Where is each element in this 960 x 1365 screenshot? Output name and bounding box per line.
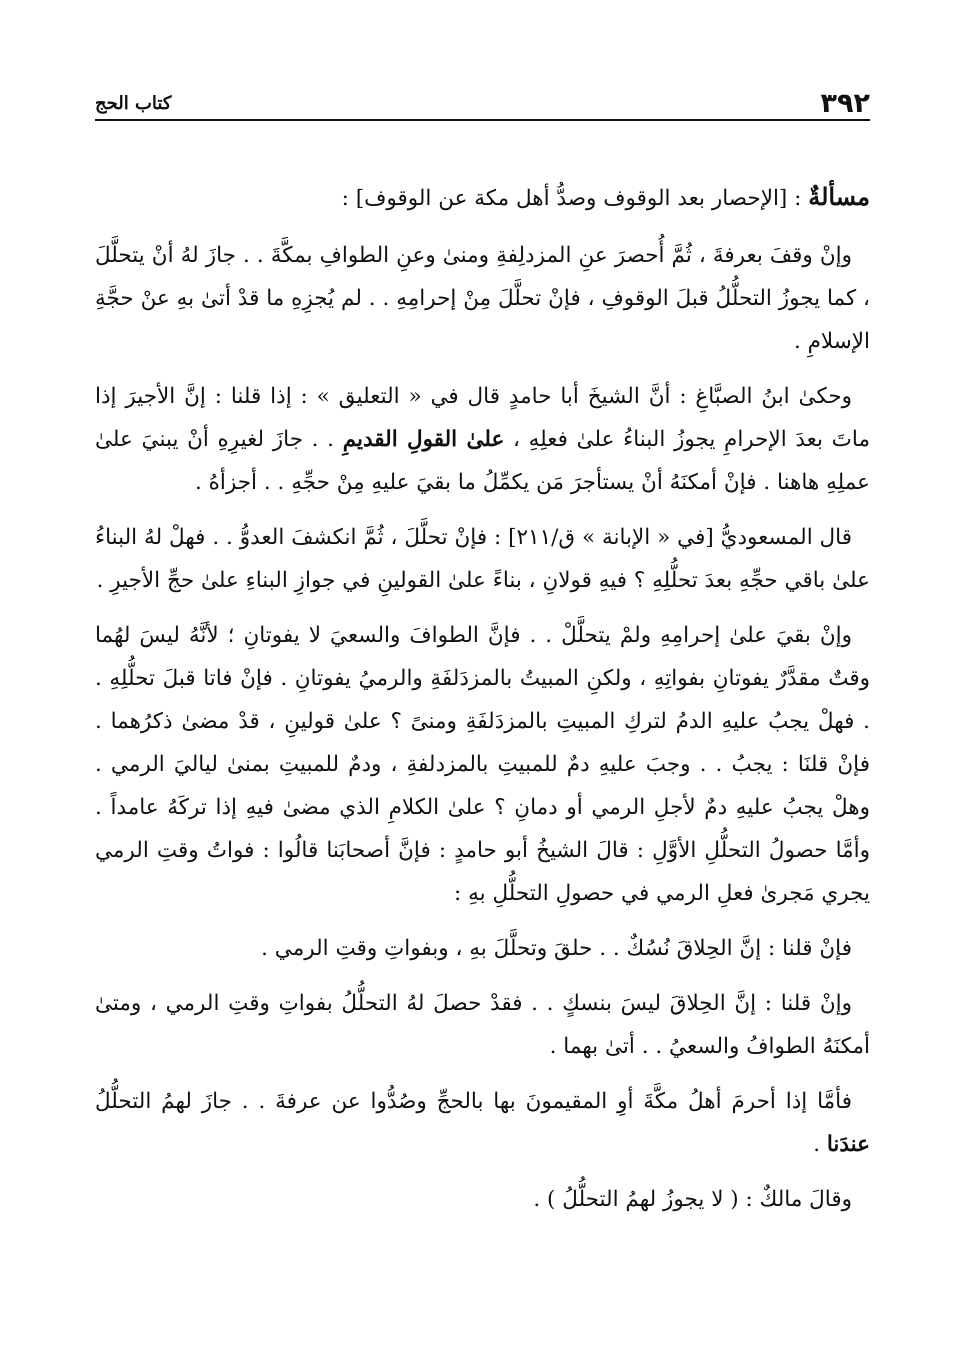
paragraph-7-bold: عندَنا	[826, 1132, 870, 1157]
paragraph-3: قال المسعوديُّ [في « الإبانة » ق/٢١١] : فإنْ تحلَّلَ ، ثُمَّ انكشفَ العدوُّ . . فهلْ لهُ البناءُ علىٰ باقي حجِّهِ بعدَ تحلُّلِهِ ؟ فيهِ قولانِ ، بناءً علىٰ القولينِ في جوازِ البناءِ علىٰ حجِّ الأجيرِ .	[95, 525, 870, 593]
issue-label: مسألةٌ	[808, 182, 870, 211]
paragraph-4: وإنْ بقيَ علىٰ إحرامِهِ ولمْ يتحلَّلْ . . فإنَّ الطوافَ والسعيَ لا يفوتانِ ؛ لأنَّهُ ليسَ لهُما وقتٌ مقدَّرٌ يفوتانِ بفواتِهِ ، ولكنِ المبيتُ بالمزدَلفَةِ والرميُ يفوتانِ . فإنْ فاتا قبلَ تحلُّلِهِ . . فهلْ يجبُ عليهِ الدمُ لتركِ المبيتِ بالمزدَلفَةِ ومنىً ؟ علىٰ قولينِ ، قدْ مضىٰ ذكرُهما . فإنْ قلنَا : يجبُ . . وجبَ عليهِ دمٌ للمبيتِ بالمزدلفةِ ، ودمٌ للمبيتِ بمنىٰ لياليَ الرمي . وهلْ يجبُ عليهِ دمٌ لأجلِ الرمي أو دمانِ ؟ علىٰ الكلامِ الذي مضىٰ فيهِ إذا تركَهُ عامداً . وأمَّا حصولُ التحلُّلِ الأوَّلِ : قالَ الشيخُ أبو حامدٍ : فإنَّ أصحابَنا قالُوا : فواتُ وقتِ الرمي يجري مَجرىٰ فعلِ الرمي في حصولِ التحلُّلِ بهِ :	[95, 623, 870, 906]
page-body	[95, 175, 870, 1221]
running-header	[95, 85, 870, 121]
paragraph-2-bold: علىٰ القولِ القديمِ	[342, 427, 505, 452]
paragraph-2-text-a: وحكىٰ ابنُ الصبَّاغِ : أنَّ الشيخَ أبا حامدٍ قال في « التعليق » : إذا قلنا : إنَّ الأجيرَ إذا ماتَ بعدَ الإحرامِ يجوزُ البناءُ علىٰ فعلِهِ ،	[95, 384, 870, 452]
paragraph-5: فإنْ قلنا : إنَّ الحِلاقَ نُسُكٌ . . حلقَ وتحلَّلَ بهِ ، وبفواتِ وقتِ الرمي .	[261, 936, 852, 961]
paragraph-7	[95, 1080, 870, 1166]
paragraph-1: وإنْ وقفَ بعرفةَ ، ثُمَّ أُحصرَ عنِ المزدلِفةِ ومنىٰ وعنِ الطوافِ بمكَّةَ . . جازَ لهُ أنْ يتحلَّلَ ، كما يجوزُ التحلُّلُ قبلَ الوقوفِ ، فإنْ تحلَّلَ مِنْ إحرامِهِ . . لم يُجزِهِ ما قدْ أتىٰ بهِ عنْ حجَّةِ الإسلامِ .	[95, 243, 870, 354]
paragraph-6: وإنْ قلنا : إنَّ الحِلاقَ ليسَ بنسكٍ . . فقدْ حصلَ لهُ التحلُّلُ بفواتِ وقتِ الرمي ، ومتىٰ أمكنَهُ الطوافُ والسعيُ . . أتىٰ بهما .	[95, 991, 870, 1059]
book-page	[95, 85, 870, 1233]
book-title: كتاب الحج	[95, 93, 172, 114]
paragraph-2-text-b: . . جازَ لغيرِهِ أنْ يبنيَ علىٰ عملِهِ هاهنا . فإنْ أمكنَهُ أنْ يستأجرَ مَن يكمِّلُ ما بقيَ عليهِ مِنْ حجِّهِ . . أجزأهُ .	[95, 427, 870, 495]
issue-title: : [الإحصار بعد الوقوف وصدُّ أهل مكة عن الوقوف] :	[341, 186, 809, 211]
page-number: ٣٩٢	[820, 88, 870, 119]
paragraph-7-text-b: .	[813, 1132, 827, 1157]
paragraph-8: وقالَ مالكٌ : ( لا يجوزُ لهمُ التحلُّلُ ) .	[533, 1187, 852, 1212]
paragraph-7-text-a: فأمَّا إذا أحرمَ أهلُ مكَّةَ أوِ المقيمونَ بها بالحجِّ وصُدُّوا عن عرفةَ . . جازَ لهمُ التحلُّلُ	[95, 1089, 852, 1114]
issue-heading	[95, 175, 870, 220]
paragraph-2	[95, 375, 870, 504]
